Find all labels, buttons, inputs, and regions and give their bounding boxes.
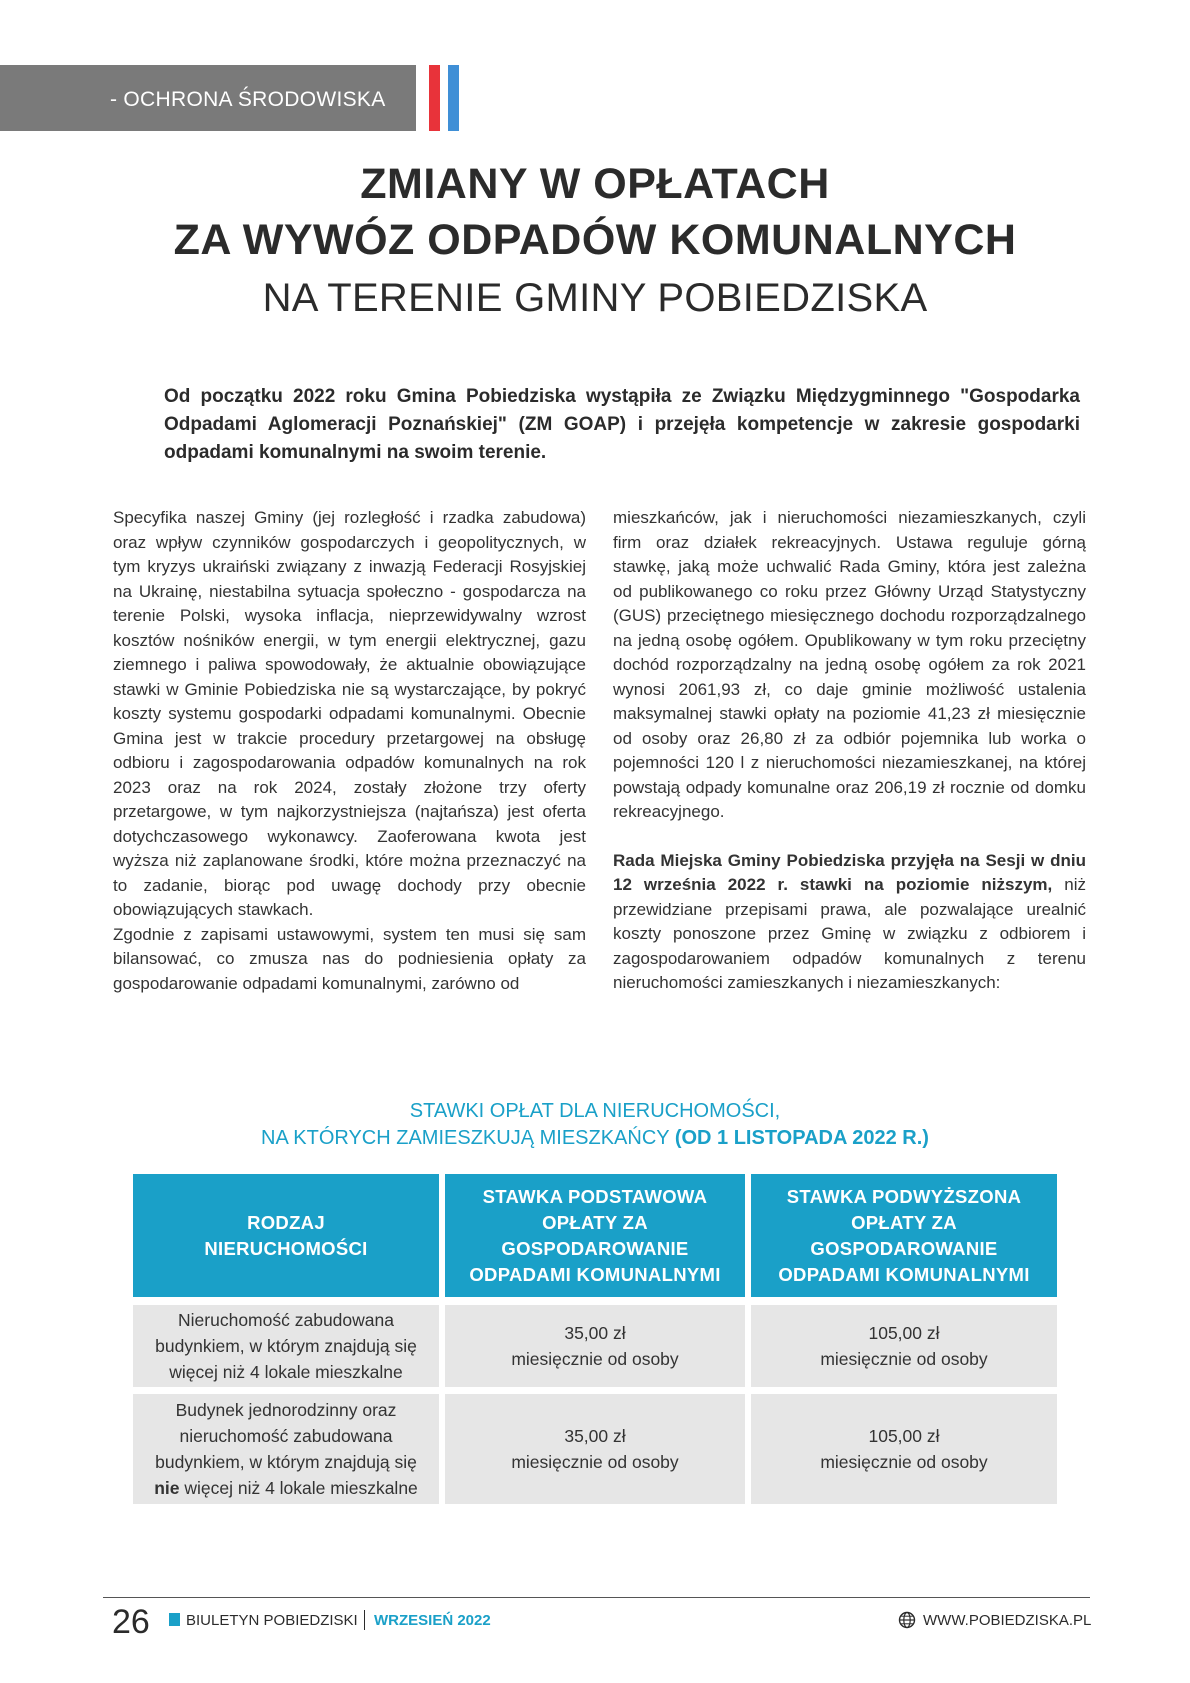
table-row-higher-rate: 105,00 zł miesięcznie od osoby bbox=[751, 1394, 1057, 1504]
blue-stripe bbox=[448, 65, 459, 131]
red-stripe bbox=[429, 65, 440, 131]
section-label: - OCHRONA ŚRODOWISKA bbox=[110, 88, 386, 111]
footer-rule bbox=[103, 1597, 1090, 1598]
page-number: 26 bbox=[112, 1603, 150, 1641]
table-row-basic-rate: 35,00 zł miesięcznie od osoby bbox=[445, 1394, 745, 1504]
body-paragraph: mieszkańców, jak i nieruchomości niezamieszkanych, czyli firm oraz działek rekreacyjnych. Ustawa reguluje górną stawkę, jaką może uchwalić Rada Gminy, która jest zależna od publikowanego co roku przez Główny Urząd Statystyczny (GUS) przeciętnego miesięcznego dochodu rozporządzalnego na jedną osobę ogółem. Opublikowany w tym roku przeciętny dochód rozporządzalny na jedną osobę ogółem za rok 2021 wynosi 2061,93 zł, co daje gminie możliwość ustalenia maksymalnej stawki opłaty na poziomie 41,23 zł miesięcznie od osoby oraz 26,80 zł za odbiór pojemnika lub worka o pojemności 120 l z nieruchomości niezamieszkanej, na której powstają odpady komunalne oraz 206,19 zł rocznie od domku rekreacyjnego. bbox=[613, 508, 1086, 821]
table-row-basic-rate: 35,00 zł miesięcznie od osoby bbox=[445, 1305, 745, 1387]
table-row-type: Nieruchomość zabudowana budynkiem, w którym znajdują się więcej niż 4 lokale mieszkalne bbox=[133, 1305, 439, 1387]
title-line-3: NA TERENIE GMINY POBIEDZISKA bbox=[262, 276, 928, 320]
column-header-basic: STAWKA PODSTAWOWA OPŁATY ZA GOSPODAROWANIE ODPADAMI KOMUNALNYMI bbox=[445, 1174, 745, 1297]
body-paragraph: Zgodnie z zapisami ustawowymi, system ten musi się sam bilansować, co zmusza nas do podniesienia opłaty za gospodarowanie odpadami komunalnymi, zarówno od bbox=[113, 924, 586, 993]
footer-separator bbox=[364, 1610, 365, 1630]
website-link[interactable]: WWW.POBIEDZISKA.PL bbox=[923, 1612, 1092, 1629]
body-column-right bbox=[613, 506, 1086, 996]
globe-icon bbox=[898, 1611, 916, 1629]
table-title-line-1: STAWKI OPŁAT DLA NIERUCHOMOŚCI, bbox=[409, 1100, 781, 1122]
resolution-text: niż przewidziane przepisami prawa, ale pozwalające urealnić koszty ponoszone przez Gminę w związku z odbiorem i zagospodarowaniem odpadów komunalnych z terenu nieruchomości zamieszkanych i niezamieszkanych: bbox=[613, 875, 1086, 992]
publication-name: BIULETYN POBIEDZISKI bbox=[186, 1612, 358, 1629]
title-line-1: ZMIANY W OPŁATACH bbox=[360, 160, 830, 208]
title-line-2: ZA WYWÓZ ODPADÓW KOMUNALNYCH bbox=[173, 216, 1017, 264]
square-icon bbox=[169, 1613, 180, 1626]
table-row-higher-rate: 105,00 zł miesięcznie od osoby bbox=[751, 1305, 1057, 1387]
table-title-date: (OD 1 LISTOPADA 2022 R.) bbox=[674, 1127, 929, 1149]
column-header-type: RODZAJ NIERUCHOMOŚCI bbox=[133, 1174, 439, 1297]
lead-paragraph: Od początku 2022 roku Gmina Pobiedziska wystąpiła ze Związku Międzygminnego "Gospodarka Odpadami Aglomeracji Poznańskiej" (ZM GOAP) i przejęła kompetencje w zakresie gospodarki odpadami komunalnymi na swoim terenie. bbox=[164, 386, 1080, 463]
body-column-left bbox=[113, 506, 586, 996]
column-header-higher: STAWKA PODWYŻSZONA OPŁATY ZA GOSPODAROWANIE ODPADAMI KOMUNALNYMI bbox=[751, 1174, 1057, 1297]
issue-date: WRZESIEŃ 2022 bbox=[374, 1612, 491, 1629]
resolution-highlight: Rada Miejska Gminy Pobiedziska przyjęła na Sesji w dniu 12 września 2022 r. stawki na poziomie niższym, bbox=[613, 850, 1086, 894]
table-title-text: NA KTÓRYCH ZAMIESZKUJĄ MIESZKAŃCY bbox=[261, 1127, 675, 1149]
table-title-line-2 bbox=[0, 1127, 1190, 1150]
body-paragraph bbox=[613, 849, 1086, 996]
body-paragraph: Specyfika naszej Gminy (jej rozległość i rzadka zabudowa) oraz wpływ czynników gospodarczych i geopolitycznych, w tym kryzys ukraiński związany z inwazją Federacji Rosyjskiej na Ukrainę, niestabilna sytuacja społeczno - gospodarcza na terenie Polski, wysoka inflacja, nieprzewidywalny wzrost kosztów nośników energii, w tym energii elektrycznej, gazu ziemnego i paliwa spowodowały, że aktualnie obowiązujące stawki w Gminie Pobiedziska nie są wystarczające, by pokryć koszty systemu gospodarki odpadami komunalnymi. Obecnie Gmina jest w trakcie procedury przetargowej na obsługę odbioru i zagospodarowania odpadów komunalnych na rok 2023 oraz na rok 2024, zostały złożone trzy oferty przetargowe, w tym najkorzystniejsza (najtańsza) jest oferta dotychczasowego wykonawcy. Zaoferowana kwota jest wyższa niż zaplanowane środki, które można przeznaczyć na to zadanie, biorąc pod uwagę dochody przy obecnie obowiązujących stawkach. bbox=[113, 508, 586, 919]
table-row-type: Budynek jednorodzinny oraz nieruchomość zabudowana budynkiem, w którym znajdują się nie więcej niż 4 lokale mieszkalne bbox=[133, 1394, 439, 1504]
